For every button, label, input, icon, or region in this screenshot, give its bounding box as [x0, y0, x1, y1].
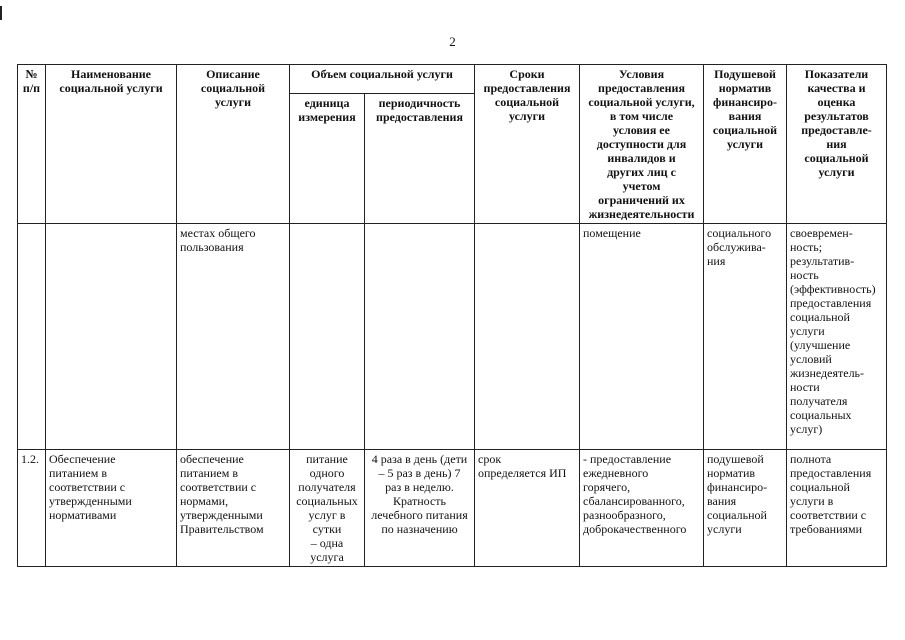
table-row — [18, 450, 887, 567]
header-terms: Сроки предоставления социальной услуги — [475, 65, 580, 224]
scan-edge-mark — [0, 6, 2, 20]
cell-service-name: Обеспечение питанием в соответствии с утвержденными нормативами — [46, 450, 177, 567]
cell-service-description: обеспечение питанием в соответствии с нормами, утвержденными Правительством — [177, 450, 290, 567]
header-service-volume: Объем социальной услуги — [290, 65, 475, 94]
cell-num: 1.2. — [18, 450, 46, 567]
cell-num — [18, 224, 46, 450]
header-service-description: Описание социальной услуги — [177, 65, 290, 224]
header-periodicity: периодичность предоставления — [365, 94, 475, 224]
header-quality-indicators: Показатели качества и оценка результатов предоставле- ния социальной услуги — [787, 65, 887, 224]
header-conditions: Условия предоставления социальной услуги, в том числе условия ее доступности для инвалидов и других лиц с учетом ограничений их жизнедеятельности — [580, 65, 704, 224]
page-number: 2 — [449, 34, 456, 49]
header-unit: единица измерения — [290, 94, 365, 224]
cell-financing-norm: подушевой норматив финансиро- вания социальной услуги — [704, 450, 787, 567]
header-financing-norm: Подушевой норматив финансиро- вания социальной услуги — [704, 65, 787, 224]
cell-service-description: местах общего пользования — [177, 224, 290, 450]
cell-periodicity — [365, 224, 475, 450]
cell-terms — [475, 224, 580, 450]
cell-unit: питание одного получателя социальных услуг в сутки – одна услуга — [290, 450, 365, 567]
table-row — [18, 224, 887, 450]
header-num: № п/п — [18, 65, 46, 224]
cell-periodicity: 4 раза в день (дети – 5 раз в день) 7 раз в неделю. Кратность лечебного питания по назначению — [365, 450, 475, 567]
header-service-name: Наименование социальной услуги — [46, 65, 177, 224]
cell-conditions: - предоставление ежедневного горячего, сбалансированного, разнообразного, доброкачественного — [580, 450, 704, 567]
cell-unit — [290, 224, 365, 450]
cell-quality-indicators: своевремен- ность; результатив- ность (эффективность) предоставления социальной услуги (улучшение условий жизнедеятель- ности получателя социальных услуг) — [787, 224, 887, 450]
cell-financing-norm: социального обслужива- ния — [704, 224, 787, 450]
cell-service-name — [46, 224, 177, 450]
cell-quality-indicators: полнота предоставления социальной услуги в соответствии с требованиями — [787, 450, 887, 567]
cell-conditions: помещение — [580, 224, 704, 450]
cell-terms: срок определяется ИП — [475, 450, 580, 567]
social-services-table — [17, 64, 887, 567]
